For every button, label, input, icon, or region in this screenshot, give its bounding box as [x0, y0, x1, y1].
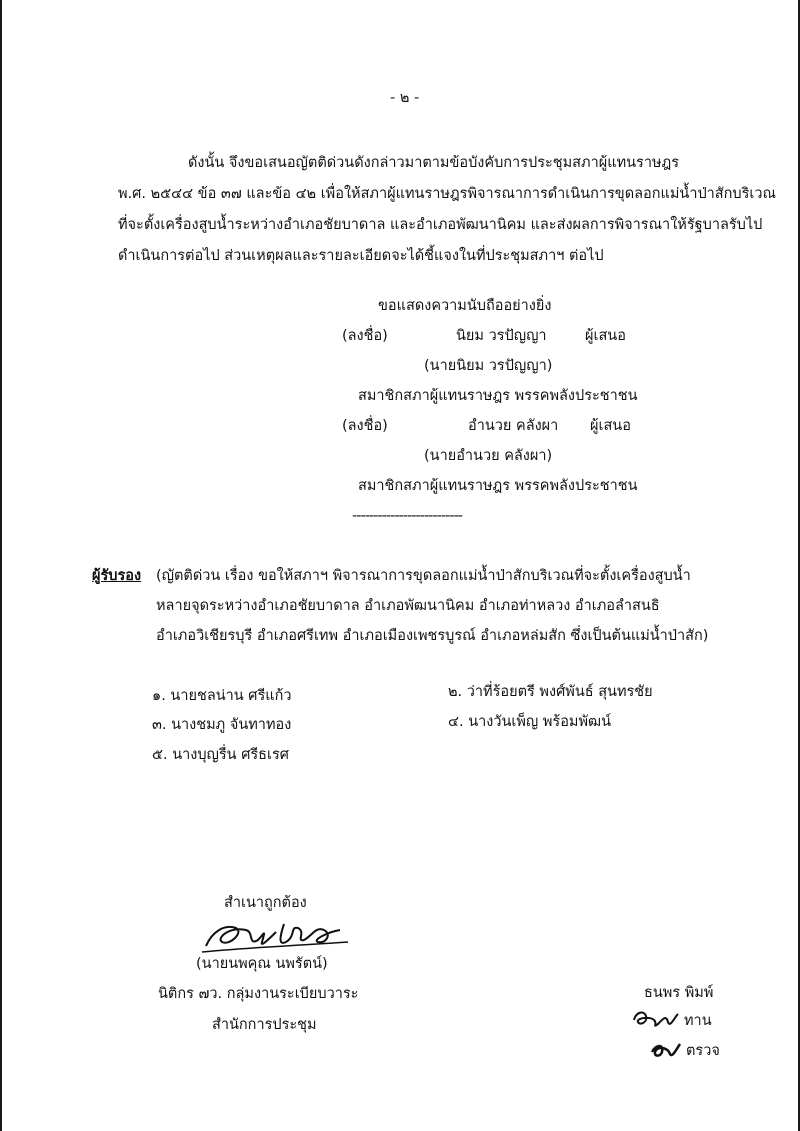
- typed-label: ทาน: [684, 1013, 712, 1029]
- motion-line-3: อำเภอวิเชียรบุรี อำเภอศรีเทพ อำเภอเมืองเพชรบูรณ์ อำเภอหล่มสัก ซึ่งเป็นต้นแม่น้ำป่าสัก): [156, 628, 709, 644]
- body-line-4: ดำเนินการต่อไป ส่วนเหตุผลและรายละเอียดจะได้ชี้แจงในที่ประชุมสภาฯ ต่อไป: [118, 248, 604, 264]
- checked-label: ตรวจ: [686, 1043, 720, 1059]
- signer-1-position: สมาชิกสภาผู้แทนราษฎร พรรคพลังประชาชน: [358, 388, 638, 404]
- body-paragraph: [118, 148, 776, 272]
- separator-line: --------------------------: [352, 508, 463, 524]
- reviewer-initials: [630, 1006, 680, 1032]
- page-number: - ๒ -: [390, 90, 420, 106]
- body-line-3: ที่จะตั้งเครื่องสูบน้ำระหว่างอำเภอชัยบาดาล และอำเภอพัฒนานิคม และส่งผลการพิจารณาให้รัฐบาลรับไป: [118, 217, 763, 233]
- motion-line-1: (ญัตติด่วน เรื่อง ขอให้สภาฯ พิจารณาการขุดลอกแม่น้ำป่าสักบริเวณที่จะตั้งเครื่องสูบน้ำ: [156, 568, 691, 584]
- typist-label: ธนพร พิมพ์: [644, 985, 714, 1001]
- signer-2-name: อำนวย คลังผา: [468, 418, 559, 434]
- motion-line-2: หลายจุดระหว่างอำเภอชัยบาดาล อำเภอพัฒนานิคม อำเภอท่าหลวง อำเภอลำสนธิ: [156, 598, 660, 614]
- signer-1-fullname: (นายนิยม วรปัญญา): [424, 358, 553, 374]
- signer-2-role: ผู้เสนอ: [590, 418, 631, 434]
- signer-2-prefix: (ลงชื่อ): [342, 418, 388, 434]
- body-line-1: ดังนั้น จึงขอเสนอญัตติด่วนดังกล่าวมาตามข้อบังคับการประชุมสภาผู้แทนราษฎร: [188, 155, 680, 171]
- endorser-2: ๒. ว่าที่ร้อยตรี พงศ์พันธ์ สุนทรชัย: [448, 684, 653, 700]
- certifier-office: สำนักการประชุม: [212, 1017, 317, 1033]
- endorser-5: ๕. นางบุญรื่น ศรีธเรศ: [152, 747, 289, 763]
- signer-1-role: ผู้เสนอ: [585, 328, 626, 344]
- certified-copy-label: สำเนาถูกต้อง: [224, 895, 307, 911]
- scan-left-edge: [0, 0, 2, 1131]
- certifier-name: (นายนพคุณ นพรัตน์): [196, 956, 328, 972]
- endorsers-heading: ผู้รับรอง: [92, 568, 142, 584]
- endorser-3: ๓. นางชมภู จันทาทอง: [152, 717, 292, 733]
- signer-1-prefix: (ลงชื่อ): [342, 328, 388, 344]
- endorser-1: ๑. นายชลน่าน ศรีแก้ว: [152, 688, 292, 704]
- signer-2-position: สมาชิกสภาผู้แทนราษฎร พรรคพลังประชาชน: [358, 478, 638, 494]
- signer-2-fullname: (นายอำนวย คลังผา): [424, 448, 553, 464]
- signer-1-name: นิยม วรปัญญา: [456, 328, 547, 344]
- endorser-4: ๔. นางวันเพ็ญ พร้อมพัฒน์: [448, 714, 612, 730]
- body-line-2: พ.ศ. ๒๕๔๔ ข้อ ๓๗ และข้อ ๔๒ เพื่อให้สภาผู้แทนราษฎรพิจารณาการดำเนินการขุดลอกแม่น้ำป่าสักบริเวณ: [118, 186, 776, 202]
- closing-text: ขอแสดงความนับถืออย่างยิ่ง: [378, 298, 552, 314]
- certifier-signature: [200, 912, 350, 958]
- certifier-position: นิติกร ๗ว. กลุ่มงานระเบียบวาระ: [158, 986, 359, 1002]
- checker-initials: [648, 1038, 682, 1060]
